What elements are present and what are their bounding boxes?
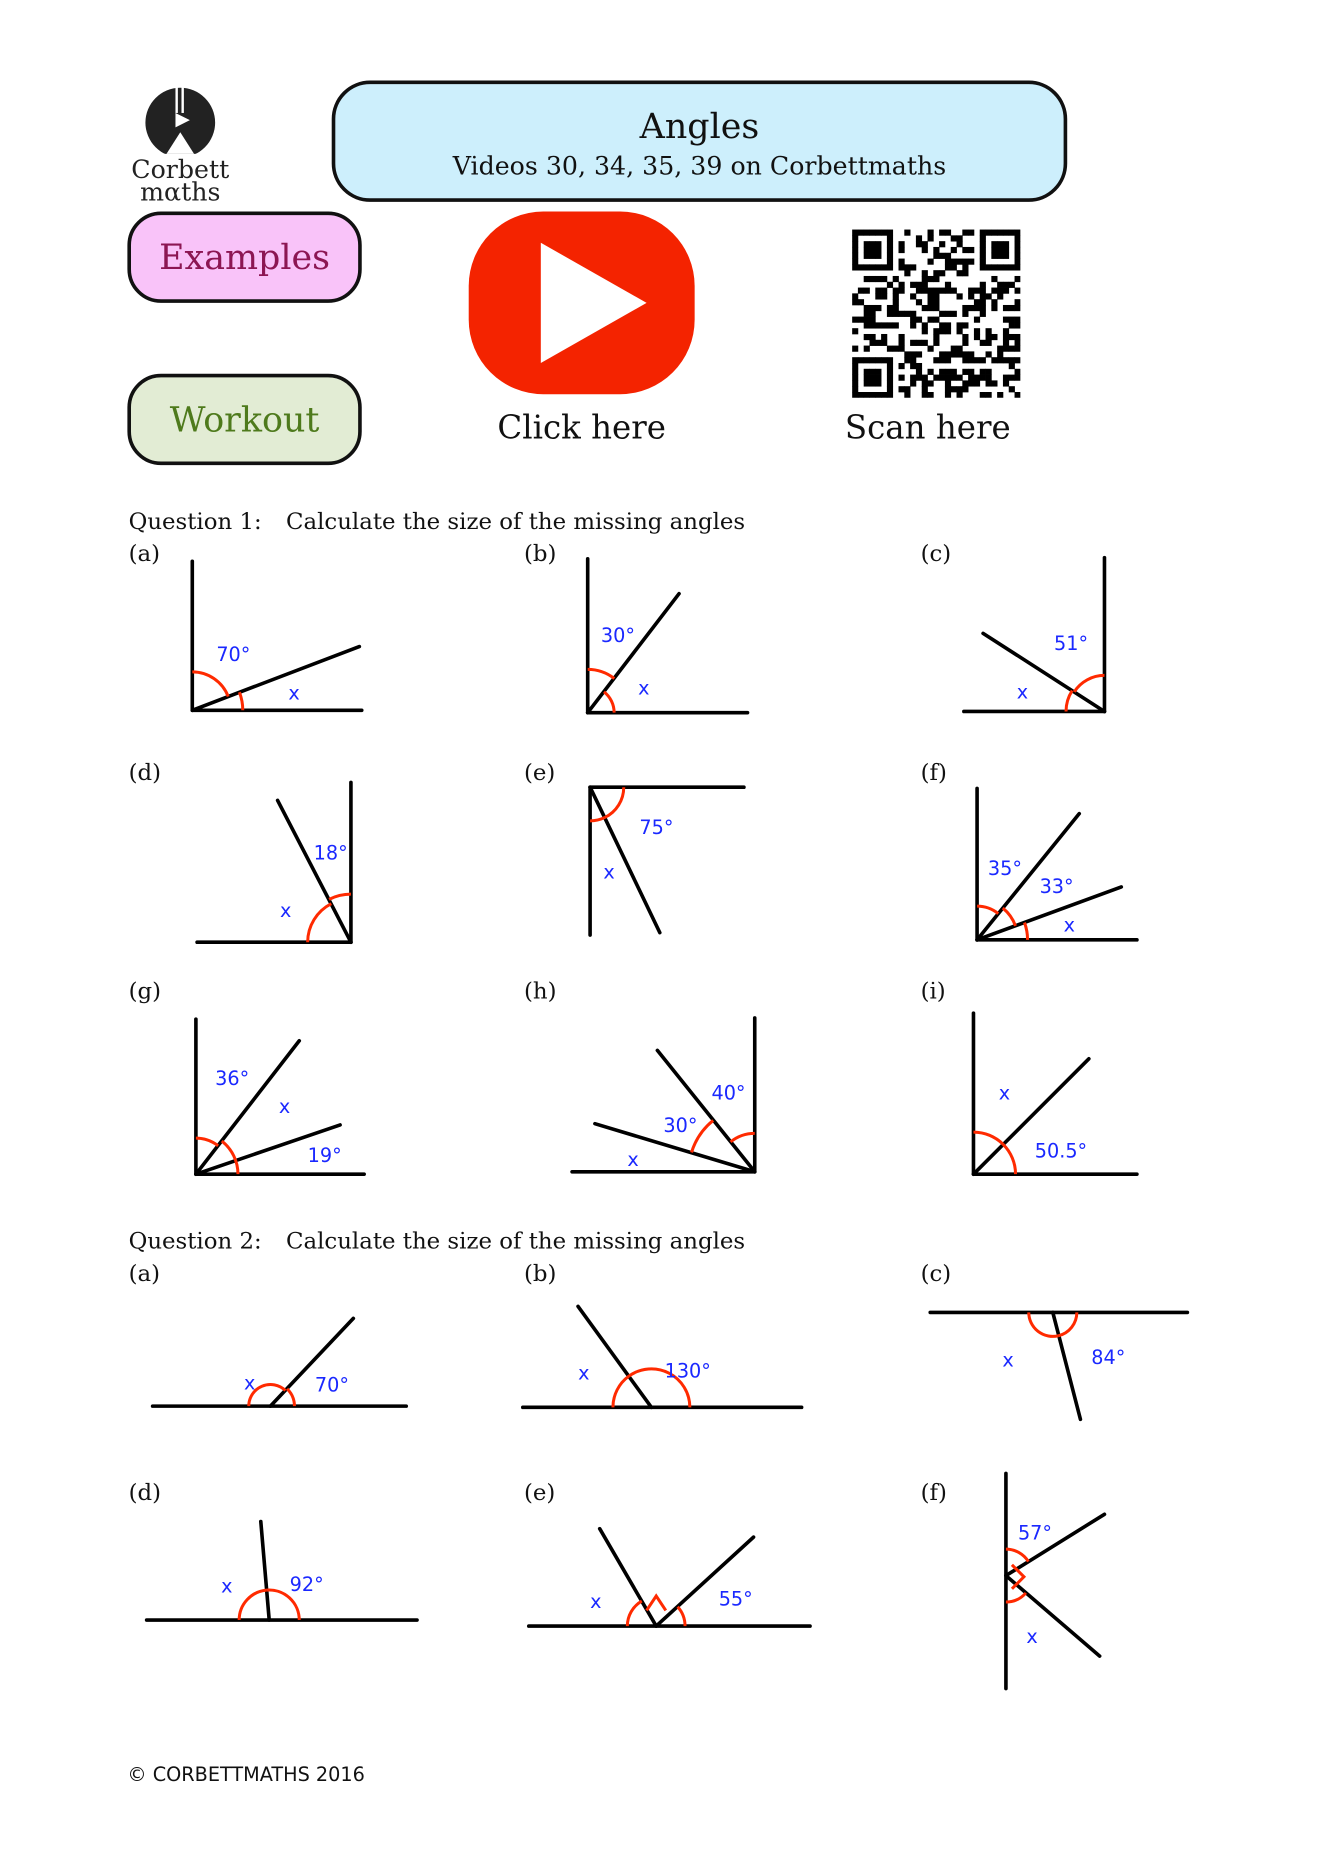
- angle-arc: [287, 1389, 294, 1406]
- q1c-angle-label: 51°: [1053, 632, 1089, 656]
- diagram-line: [657, 1050, 754, 1171]
- q2b-angle-label: 130°: [664, 1359, 711, 1383]
- angle-arc: [1074, 675, 1104, 691]
- q2d-angle-label: 92°: [289, 1573, 324, 1597]
- angle-arc: [1006, 1549, 1028, 1561]
- q2-part-a-label: (a): [128, 1260, 161, 1288]
- examples-button[interactable]: Examples: [127, 212, 361, 303]
- diagram-line: [1006, 1576, 1100, 1657]
- q2-part-d-label: (d): [128, 1479, 162, 1506]
- q2e-x-label: x: [590, 1590, 602, 1614]
- diagram-line: [261, 1522, 269, 1621]
- q1-part-e-label: (e): [523, 759, 556, 786]
- angle-arc: [613, 1376, 629, 1407]
- q1-part-d-label: (d): [128, 759, 162, 786]
- angle-arc: [239, 692, 242, 710]
- q1-part-a-label: (a): [128, 540, 161, 568]
- angle-arc: [1025, 923, 1028, 940]
- q1h-angle1-label: 40°: [711, 1081, 746, 1105]
- q1-part-h-label: (h): [523, 978, 557, 1005]
- angle-arc: [329, 894, 351, 899]
- q1i-x-label: x: [998, 1081, 1011, 1105]
- q1h-angle2-label: 30°: [663, 1114, 698, 1138]
- angle-arc: [1006, 1593, 1026, 1602]
- q2d-x-label: x: [221, 1574, 233, 1598]
- q1h-x-label: x: [627, 1147, 639, 1171]
- q1c-x-label: x: [1016, 680, 1029, 704]
- q2e-angle-label: 55°: [718, 1587, 753, 1611]
- q1-part-b-label: (b): [523, 540, 557, 568]
- q1-part-f-label: (f): [920, 759, 947, 786]
- question1-instruction: Calculate the size of the missing angles: [286, 508, 746, 535]
- angle-arc: [1003, 1144, 1015, 1174]
- q2-part-f-label: (f): [920, 1479, 947, 1506]
- angle-arc: [239, 1590, 266, 1620]
- right-angle-marker: [647, 1596, 666, 1610]
- angle-arc: [678, 1607, 685, 1626]
- q2a-angle-label: 70°: [314, 1373, 349, 1397]
- q1b-x-label: x: [638, 676, 650, 700]
- logo-line2: mαths: [140, 177, 221, 207]
- logo-line1: Corbett: [131, 155, 230, 184]
- angle-arc: [192, 672, 228, 697]
- question2-label: Question 2:: [128, 1228, 262, 1255]
- angle-arc: [973, 1132, 1003, 1144]
- q1b-angle-label: 30°: [600, 623, 635, 647]
- angle-arc: [590, 817, 605, 820]
- q2-part-e-label: (e): [523, 1479, 556, 1506]
- q1g-angle1-label: 36°: [215, 1067, 250, 1091]
- scan-here-caption: Scan here: [844, 409, 1011, 448]
- q1g-x-label: x: [278, 1094, 291, 1118]
- angle-arc: [731, 1133, 755, 1142]
- click-here-caption[interactable]: Click here: [497, 409, 666, 448]
- angle-arc: [1003, 908, 1016, 926]
- angle-arc: [1066, 691, 1072, 712]
- q2b-x-label: x: [578, 1361, 590, 1385]
- q2-part-c-label: (c): [920, 1260, 952, 1288]
- angle-arc: [196, 1138, 218, 1146]
- copyright: © CORBETTMATHS 2016: [127, 1763, 365, 1786]
- q2c-x-label: x: [1002, 1348, 1014, 1372]
- q1g-angle2-label: 19°: [307, 1144, 342, 1168]
- angle-arc: [604, 692, 614, 713]
- q1-part-c-label: (c): [920, 540, 952, 568]
- q1a-angle-label: 70°: [216, 643, 251, 667]
- angle-arc: [1059, 1312, 1077, 1335]
- q1i-angle-label: 50.5°: [1034, 1139, 1088, 1163]
- diagram-line: [656, 1537, 753, 1626]
- q1d-angle-label: 18°: [313, 841, 348, 865]
- q1e-angle-label: 75°: [639, 816, 674, 840]
- angle-arc: [308, 904, 332, 943]
- q2c-angle-label: 84°: [1091, 1346, 1126, 1370]
- q1f-x-label: x: [1063, 913, 1075, 937]
- angle-arc: [977, 906, 998, 913]
- q1d-x-label: x: [280, 898, 292, 922]
- angle-arc: [588, 669, 615, 678]
- q1a-x-label: x: [288, 681, 300, 705]
- q1f-angle2-label: 33°: [1039, 874, 1074, 898]
- page-title: Angles: [639, 105, 760, 147]
- diagram-line: [590, 787, 660, 932]
- q1f-angle1-label: 35°: [987, 856, 1022, 880]
- q1-part-g-label: (g): [128, 978, 162, 1005]
- q1e-x-label: x: [603, 860, 615, 884]
- q2f-x-label: x: [1026, 1624, 1038, 1648]
- page-subtitle: Videos 30, 34, 35, 39 on Corbettmaths: [452, 151, 947, 181]
- angle-arc: [627, 1601, 641, 1626]
- question2-instruction: Calculate the size of the missing angles: [286, 1228, 746, 1255]
- question1-label: Question 1:: [128, 508, 262, 535]
- workout-button[interactable]: Workout: [127, 374, 361, 465]
- q1-part-i-label: (i): [920, 978, 946, 1005]
- angle-arc: [605, 787, 624, 817]
- q2a-x-label: x: [243, 1371, 256, 1395]
- diagram-line: [1053, 1312, 1081, 1419]
- angle-arc: [222, 1141, 238, 1174]
- q2f-angle-label: 57°: [1017, 1521, 1053, 1545]
- diagram-line: [588, 594, 679, 713]
- diagram-line: [600, 1529, 656, 1626]
- q2-part-b-label: (b): [523, 1260, 557, 1288]
